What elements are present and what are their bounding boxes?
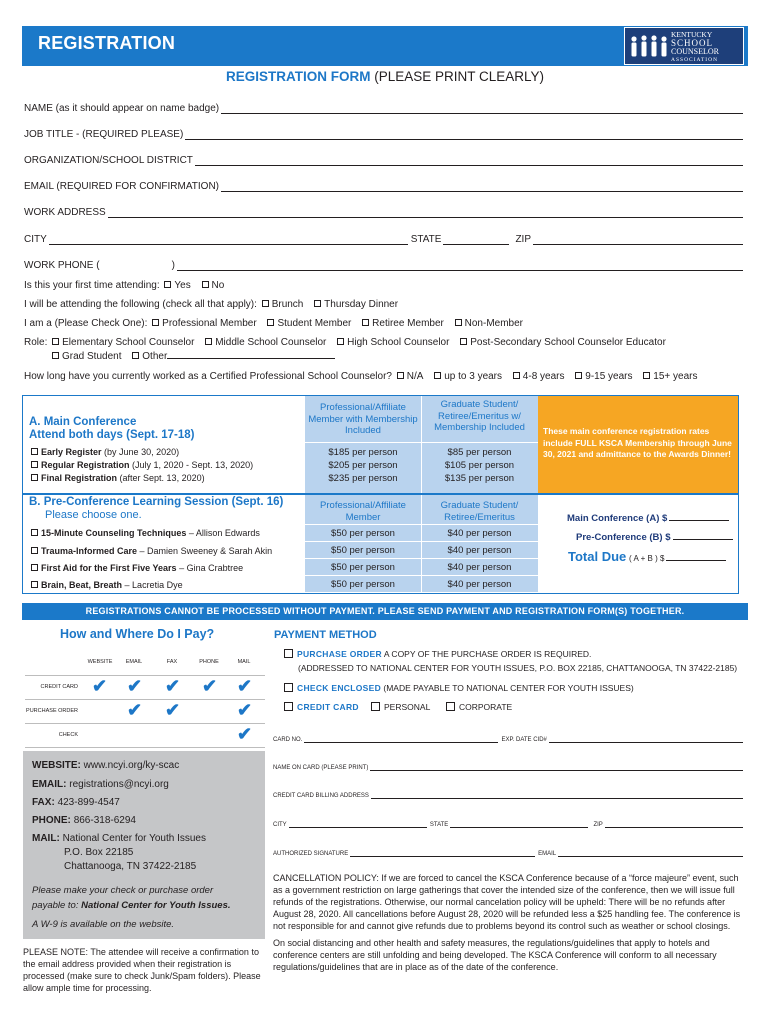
main-price-1: $205 per person bbox=[328, 460, 398, 471]
name-on-card-field[interactable]: NAME ON CARD (PLEASE PRINT) bbox=[273, 759, 743, 771]
grid-row-label: PURCHASE ORDER bbox=[26, 708, 78, 714]
check-enclosed-option[interactable]: CHECK ENCLOSED (MADE PAYABLE TO NATIONAL CENTER FOR YOUTH ISSUES) bbox=[284, 683, 634, 693]
contact-email[interactable]: EMAIL: registrations@ncyi.org bbox=[32, 779, 169, 790]
attending-dinner[interactable]: Thursday Dinner bbox=[312, 299, 398, 310]
email-label: EMAIL (REQUIRED FOR CONFIRMATION) bbox=[24, 181, 219, 192]
main-total-field[interactable]: Main Conference (A) $ bbox=[567, 513, 729, 524]
work-phone-label: WORK PHONE ( bbox=[24, 260, 100, 271]
attending-brunch[interactable]: Brunch bbox=[260, 299, 304, 310]
work-address-field[interactable] bbox=[24, 202, 743, 218]
pre-price-1: $50 per person bbox=[331, 545, 395, 556]
credit-card-option[interactable]: CREDIT CARD bbox=[284, 702, 359, 712]
pre-price-2: $40 per person bbox=[447, 528, 512, 539]
page-title: REGISTRATION bbox=[38, 33, 176, 53]
work-address-label: WORK ADDRESS bbox=[24, 207, 106, 218]
check-mark-icon: ✔ bbox=[237, 724, 253, 744]
role-middle[interactable]: Middle School Counselor bbox=[203, 337, 326, 348]
zip-label: ZIP bbox=[515, 234, 531, 245]
please-note: PLEASE NOTE: The attendee will receive a confirmation to the email address provided when their registration is processed (make sure to check Junk/Spam folders). Please allow ample time for processing. bbox=[23, 947, 261, 993]
work-phone-close: ) bbox=[171, 260, 175, 271]
form-heading bbox=[0, 69, 770, 84]
check-mark-icon: ✔ bbox=[165, 676, 181, 696]
check-mark-icon: ✔ bbox=[165, 700, 181, 720]
years-up-to-3[interactable]: up to 3 years bbox=[432, 371, 502, 382]
grid-row-label: CREDIT CARD bbox=[40, 684, 78, 690]
years-15-plus[interactable]: 15+ years bbox=[641, 371, 697, 382]
regular-registration-option[interactable]: Regular Registration (July 1, 2020 - Sept. 13, 2020) bbox=[29, 460, 253, 470]
first-time-question bbox=[24, 280, 754, 291]
main-price-2: $135 per person bbox=[444, 473, 515, 484]
grid-header: FAX bbox=[166, 659, 178, 665]
form-heading-sub: (PLEASE PRINT CLEARLY) bbox=[374, 69, 545, 84]
first-time-yes[interactable]: Yes bbox=[162, 280, 190, 291]
check-mark-icon: ✔ bbox=[127, 676, 143, 696]
pricing-table bbox=[22, 395, 739, 594]
check-note: Please make your check or purchase order bbox=[32, 885, 214, 896]
attending-label: I will be attending the following (check all that apply): bbox=[24, 299, 257, 310]
rates-note: These main conference registration rates include FULL KSCA Membership through June 30, 2021 and admittance to the Awards Dinner! bbox=[543, 426, 732, 459]
role-question bbox=[24, 337, 754, 348]
pre-total-field[interactable]: Pre-Conference (B) $ bbox=[576, 532, 733, 543]
organization-field[interactable] bbox=[24, 150, 743, 166]
main-price-1: $235 per person bbox=[328, 473, 398, 484]
card-number-field[interactable]: CARD NO. EXP. DATE CID# bbox=[273, 731, 743, 743]
early-register-option[interactable]: Early Register (by June 30, 2020) bbox=[29, 447, 179, 457]
logo-text: SCHOOL bbox=[671, 38, 714, 48]
zip-input[interactable] bbox=[533, 235, 743, 245]
organization-label: ORGANIZATION/SCHOOL DISTRICT bbox=[24, 155, 193, 166]
years-question bbox=[24, 371, 754, 382]
session-option[interactable]: Brain, Beat, Breath – Lacretia Dye bbox=[29, 580, 183, 590]
pre-price-2: $40 per person bbox=[447, 562, 512, 573]
check-mark-icon: ✔ bbox=[237, 676, 253, 696]
grid-header: WEBSITE bbox=[87, 659, 113, 665]
pre-price-1: $50 per person bbox=[331, 579, 395, 590]
city-label: CITY bbox=[24, 234, 47, 245]
first-time-no[interactable]: No bbox=[200, 280, 225, 291]
billing-address-field[interactable]: CREDIT CARD BILLING ADDRESS bbox=[273, 787, 743, 799]
check-mark-icon: ✔ bbox=[92, 676, 108, 696]
city-state-zip-field[interactable] bbox=[24, 229, 743, 245]
main-price-2: $85 per person bbox=[447, 447, 512, 458]
name-field[interactable] bbox=[24, 98, 743, 114]
city-input[interactable] bbox=[49, 235, 408, 245]
first-time-label: Is this your first time attending: bbox=[24, 280, 160, 291]
contact-mail: MAIL: National Center for Youth Issues bbox=[32, 833, 206, 844]
form-heading-main: REGISTRATION FORM bbox=[225, 69, 371, 84]
purchase-order-option[interactable]: PURCHASE ORDER A COPY OF THE PURCHASE ORDER IS REQUIRED. bbox=[284, 649, 591, 659]
contact-info-box bbox=[23, 751, 265, 939]
total-due-field[interactable]: Total Due ( A + B ) $ bbox=[568, 549, 726, 564]
role-high[interactable]: High School Counselor bbox=[335, 337, 449, 348]
member-type-label: I am a (Please Check One): bbox=[24, 318, 148, 329]
years-4-8[interactable]: 4-8 years bbox=[511, 371, 565, 382]
years-na[interactable]: N/A bbox=[395, 371, 424, 382]
session-option[interactable]: First Aid for the First Five Years – Gina Crabtree bbox=[29, 563, 243, 573]
job-title-label: JOB TITLE - (REQUIRED PLEASE) bbox=[24, 129, 184, 140]
signature-email-field[interactable]: AUTHORIZED SIGNATURE EMAIL bbox=[273, 845, 743, 857]
main-col1-header: Professional/Affiliate Member with Membership Included bbox=[308, 402, 418, 436]
main-conference-title: A. Main Conference bbox=[29, 416, 137, 428]
check-mark-icon: ✔ bbox=[237, 700, 253, 720]
final-registration-option[interactable]: Final Registration (after Sept. 13, 2020) bbox=[29, 473, 205, 483]
pre-price-1: $50 per person bbox=[331, 528, 395, 539]
corporate-card-option[interactable]: CORPORATE bbox=[446, 702, 512, 712]
member-student[interactable]: Student Member bbox=[265, 318, 351, 329]
state-input[interactable] bbox=[443, 235, 509, 245]
logo-text: ASSOCIATION bbox=[671, 57, 719, 63]
role-other[interactable]: Other bbox=[130, 351, 335, 362]
work-phone-field[interactable] bbox=[24, 255, 743, 271]
role-elementary[interactable]: Elementary School Counselor bbox=[50, 337, 194, 348]
w9-note: A W-9 is available on the website. bbox=[32, 919, 175, 930]
people-icon bbox=[629, 34, 669, 60]
state-label: STATE bbox=[410, 234, 442, 245]
logo-text: COUNSELOR bbox=[671, 47, 720, 56]
payment-method-title: PAYMENT METHOD bbox=[274, 629, 377, 641]
check-mark-icon: ✔ bbox=[127, 700, 143, 720]
check-mark-icon: ✔ bbox=[202, 676, 218, 696]
grid-header: PHONE bbox=[199, 659, 219, 665]
contact-phone: PHONE: 866-318-6294 bbox=[32, 815, 136, 826]
member-professional[interactable]: Professional Member bbox=[150, 318, 256, 329]
attending-question bbox=[24, 299, 754, 310]
grid-row-label: CHECK bbox=[58, 732, 78, 738]
pre-conference-title: B. Pre-Conference Learning Session (Sept. 16) bbox=[29, 496, 284, 508]
personal-card-option[interactable]: PERSONAL bbox=[371, 702, 430, 712]
po-address: (ADDRESSED TO NATIONAL CENTER FOR YOUTH ISSUES, P.O. BOX 22185, CHATTANOOGA, TN 37422-2185) bbox=[298, 663, 738, 673]
pre-conference-subtitle: Please choose one. bbox=[45, 509, 142, 521]
email-field[interactable] bbox=[24, 176, 743, 192]
ksca-logo bbox=[624, 27, 744, 65]
how-to-pay-title: How and Where Do I Pay? bbox=[60, 627, 215, 641]
contact-mail-line: P.O. Box 22185 bbox=[64, 847, 134, 858]
social-distancing-text: On social distancing and other health and safety measures, the regulations/guidelines that apply to hotels and conference centers are still unfolding and being developed. The KSCA Conference will conform to all necessary regulations/guidelines that are in place as of the date of the conference. bbox=[273, 938, 717, 972]
role-label: Role: bbox=[24, 337, 48, 348]
main-conference-subtitle: Attend both days (Sept. 17-18) bbox=[29, 429, 195, 441]
billing-city-state-zip-field[interactable]: CITY STATE ZIP bbox=[273, 816, 743, 828]
role-question-cont bbox=[50, 351, 770, 362]
grid-header: MAIL bbox=[237, 659, 251, 665]
logo-text: KENTUCKY bbox=[671, 30, 713, 39]
role-grad-student[interactable]: Grad Student bbox=[50, 351, 121, 362]
main-price-1: $185 per person bbox=[328, 447, 398, 458]
years-9-15[interactable]: 9-15 years bbox=[573, 371, 632, 382]
name-label: NAME (as it should appear on name badge) bbox=[24, 103, 220, 114]
years-label: How long have you currently worked as a Certified Professional School Counselor? bbox=[24, 371, 392, 382]
cancellation-policy bbox=[273, 872, 749, 973]
member-type-question bbox=[24, 318, 754, 329]
session-option[interactable]: 15-Minute Counseling Techniques – Allison Edwards bbox=[29, 528, 260, 538]
main-col2-header: Graduate Student/ Retiree/Emeritus w/ Membership Included bbox=[434, 399, 525, 433]
cancellation-text: CANCELLATION POLICY: If we are forced to cancel the KSCA Conference because of a “force majeure” event, such as a government restriction on large gatherings that cover the intended size of the conference, then we will issue full refunds of the registrations. Otherwise, our normal cancelation policy will be upheld: There will be no refunds after August 28, 2020. All cancellations before August 28, 2020 will be refunded less a $25 handling fee. The conference is not responsible for and cannot give refunds due to problems beyond its control such as weather or school closings. bbox=[273, 873, 741, 931]
job-title-field[interactable] bbox=[24, 124, 743, 140]
contact-website[interactable]: WEBSITE: www.ncyi.org/ky-scac bbox=[32, 760, 180, 771]
pre-price-2: $40 per person bbox=[447, 545, 512, 556]
session-option[interactable]: Trauma-Informed Care – Damien Sweeney & Sarah Akin bbox=[29, 546, 272, 556]
pre-price-1: $50 per person bbox=[331, 562, 395, 573]
role-post-secondary[interactable]: Post-Secondary School Counselor Educator bbox=[458, 337, 666, 348]
main-price-2: $105 per person bbox=[444, 460, 515, 471]
pre-price-2: $40 per person bbox=[447, 579, 512, 590]
pre-col2-header: Graduate Student/ Retiree/Emeritus bbox=[440, 500, 519, 523]
member-retiree[interactable]: Retiree Member bbox=[360, 318, 444, 329]
contact-fax: FAX: 423-899-4547 bbox=[32, 797, 120, 808]
contact-mail-line: Chattanooga, TN 37422-2185 bbox=[64, 861, 197, 872]
grid-header: EMAIL bbox=[125, 659, 143, 665]
check-note-payable: payable to: National Center for Youth Issues. bbox=[32, 900, 231, 911]
member-non[interactable]: Non-Member bbox=[453, 318, 523, 329]
payment-notice-bar: REGISTRATIONS CANNOT BE PROCESSED WITHOUT PAYMENT. PLEASE SEND PAYMENT AND REGISTRATION FORM(S) TOGETHER. bbox=[22, 603, 748, 620]
pre-col1-header: Professional/Affiliate Member bbox=[320, 500, 406, 523]
